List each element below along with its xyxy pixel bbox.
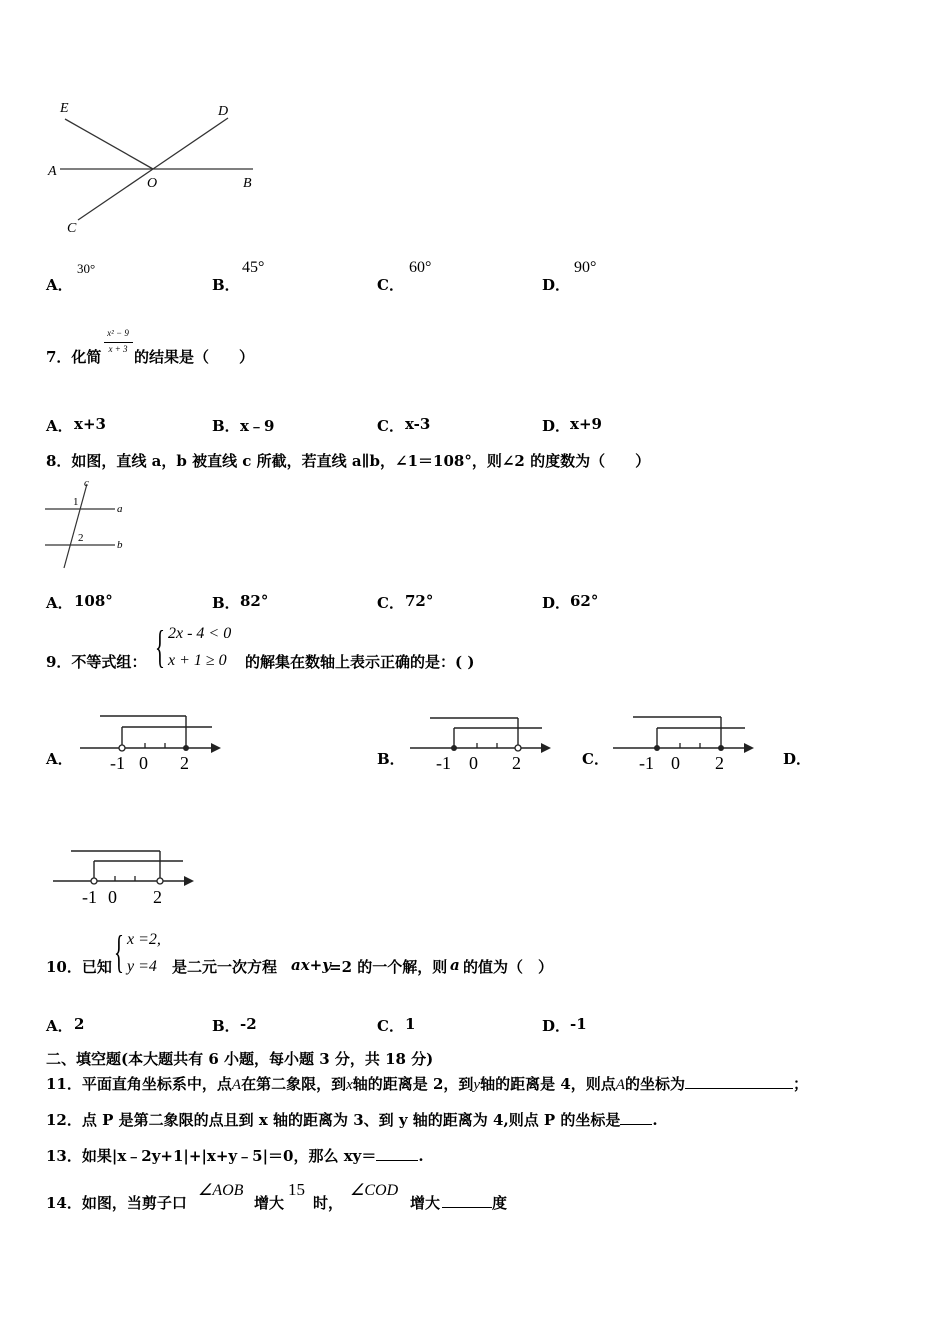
q10-equation-2: y =4 bbox=[127, 958, 157, 975]
q10-option-d-value: -1 bbox=[570, 1015, 587, 1033]
q7-option-d-value: x+9 bbox=[570, 415, 602, 433]
q14-angle-cod: ∠COD bbox=[350, 1182, 399, 1199]
ray-oe bbox=[65, 119, 153, 169]
q9-option-a-key[interactable]: A． bbox=[46, 750, 73, 768]
label-b: B bbox=[243, 176, 252, 191]
q8-option-d-key[interactable]: D． bbox=[542, 594, 571, 612]
tick-label: 2 bbox=[180, 753, 189, 773]
q10-option-c-key[interactable]: C． bbox=[377, 1017, 404, 1035]
q12-text: 12．点 P 是第二象限的点且到 x 轴的距离为 3、到 y 轴的距离为 4,则点 P 的坐标是 bbox=[46, 1111, 621, 1129]
tick-label: 2 bbox=[153, 887, 162, 907]
q9-option-b-key[interactable]: B． bbox=[377, 750, 405, 768]
tick-label: -1 bbox=[82, 887, 97, 907]
q7-option-a-value: x+3 bbox=[74, 415, 106, 433]
q10-option-b-key[interactable]: B． bbox=[212, 1017, 240, 1035]
q9-inequality-1: 2x - 4 < 0 bbox=[168, 625, 232, 642]
q6-option-a-value: 30° bbox=[77, 261, 96, 276]
q11-answer-blank[interactable] bbox=[685, 1074, 793, 1089]
q10-option-a-key[interactable]: A． bbox=[46, 1017, 73, 1035]
arrow-icon bbox=[211, 743, 221, 753]
ray-od bbox=[153, 118, 228, 169]
q9-suffix: 的解集在数轴上表示正确的是：( ) bbox=[245, 653, 475, 671]
tick-label: 2 bbox=[512, 753, 521, 773]
q8-option-a-value: 108° bbox=[74, 592, 113, 610]
label-o: O bbox=[147, 176, 158, 191]
q12-end: . bbox=[652, 1111, 658, 1129]
q14-part-4: 增大 bbox=[410, 1194, 441, 1212]
q7-option-d-key[interactable]: D． bbox=[542, 417, 571, 435]
q8-option-d-value: 62° bbox=[570, 592, 599, 610]
open-point bbox=[119, 745, 125, 751]
q11-point-a-2: A bbox=[615, 1077, 625, 1093]
label-c: C bbox=[67, 221, 77, 236]
open-point bbox=[91, 878, 97, 884]
number-line-d[interactable] bbox=[48, 842, 198, 910]
label-c: c bbox=[84, 477, 89, 489]
label-angle-2: 2 bbox=[78, 532, 84, 544]
q13-text: 13．如果|x﹣2y+1|+|x+y﹣5|＝0，那么 xy＝ bbox=[46, 1147, 377, 1165]
q7-option-a-key[interactable]: A． bbox=[46, 417, 73, 435]
q9-inequality-2: x + 1 ≥ 0 bbox=[168, 652, 227, 669]
label-a: A bbox=[48, 164, 57, 179]
angle-figure bbox=[40, 95, 270, 240]
q10-suffix-3: 的值为（ ） bbox=[463, 958, 554, 976]
q13-end: . bbox=[418, 1147, 424, 1165]
q8-option-b-value: 82° bbox=[240, 592, 269, 610]
tick-label: 2 bbox=[715, 753, 724, 773]
q10-suffix-2: =2 的一个解，则 bbox=[329, 958, 448, 976]
q6-option-c-key[interactable]: C． bbox=[377, 276, 404, 294]
q10-suffix-1: 是二元一次方程 bbox=[172, 958, 278, 976]
q9-option-c-key[interactable]: C． bbox=[582, 750, 609, 768]
label-b: b bbox=[117, 539, 123, 551]
q6-option-b-value: 45° bbox=[242, 259, 265, 276]
arrow-icon bbox=[744, 743, 754, 753]
q14-part-1: 14．如图，当剪子口 bbox=[46, 1194, 187, 1212]
q11-part-3: 轴的距离是 2，到 bbox=[352, 1075, 474, 1093]
q14-end: 度 bbox=[492, 1194, 508, 1212]
q7-option-c-value: x-3 bbox=[405, 415, 431, 433]
q14-part-2: 增大 bbox=[254, 1194, 285, 1212]
q9-brace: { bbox=[155, 621, 165, 672]
tick-label: 0 bbox=[671, 753, 680, 773]
q7-option-c-key[interactable]: C． bbox=[377, 417, 404, 435]
tick-label: 0 bbox=[469, 753, 478, 773]
closed-point bbox=[451, 745, 457, 751]
q6-option-a-key[interactable]: A． bbox=[46, 276, 73, 294]
q9-prefix: 9．不等式组： bbox=[46, 653, 147, 671]
open-point bbox=[157, 878, 163, 884]
number-line-c[interactable] bbox=[608, 708, 758, 773]
label-angle-1: 1 bbox=[73, 496, 79, 508]
q6-option-d-key[interactable]: D． bbox=[542, 276, 571, 294]
q6-option-b-key[interactable]: B． bbox=[212, 276, 240, 294]
q11-part-4: 轴的距离是 4，则点 bbox=[480, 1075, 616, 1093]
arrow-icon bbox=[184, 876, 194, 886]
q10-equation: ax+y bbox=[291, 956, 331, 974]
tick-label: -1 bbox=[110, 753, 125, 773]
q9-option-d-key[interactable]: D． bbox=[783, 750, 812, 768]
number-line-a[interactable] bbox=[75, 710, 225, 775]
q10-option-a-value: 2 bbox=[74, 1015, 85, 1033]
q8-option-c-value: 72° bbox=[405, 592, 434, 610]
q14-number: 15 bbox=[288, 1180, 305, 1199]
label-e: E bbox=[60, 101, 69, 116]
q12-answer-blank[interactable] bbox=[620, 1110, 652, 1125]
question-13 bbox=[46, 1145, 424, 1166]
label-a: a bbox=[117, 503, 123, 515]
label-d: D bbox=[218, 104, 229, 119]
ray-oc bbox=[78, 169, 153, 220]
q7-denominator: x + 3 bbox=[108, 344, 128, 354]
q10-equation-1: x =2, bbox=[127, 931, 161, 948]
q6-option-d-value: 90° bbox=[574, 259, 597, 276]
section-heading: 二、填空题(本大题共有 6 小题，每小题 3 分，共 18 分) bbox=[46, 1050, 434, 1068]
q6-option-c-value: 60° bbox=[409, 259, 432, 276]
q11-part-5: 的坐标为 bbox=[624, 1075, 685, 1093]
q10-brace: { bbox=[114, 926, 124, 977]
tick-label: -1 bbox=[436, 753, 451, 773]
tick-label: 0 bbox=[108, 887, 117, 907]
question-12 bbox=[46, 1109, 658, 1130]
q14-angle-aob: ∠AOB bbox=[198, 1182, 244, 1199]
q10-option-c-value: 1 bbox=[405, 1015, 416, 1033]
closed-point bbox=[654, 745, 660, 751]
q7-option-b-key[interactable]: B． bbox=[212, 417, 240, 435]
tick-label: -1 bbox=[639, 753, 654, 773]
q11-part-1: 11．平面直角坐标系中，点 bbox=[46, 1075, 232, 1093]
q13-answer-blank[interactable] bbox=[376, 1146, 418, 1161]
q14-answer-blank[interactable] bbox=[442, 1193, 492, 1208]
q7-prefix: 7．化简 bbox=[46, 348, 102, 366]
q10-option-b-value: -2 bbox=[240, 1015, 257, 1033]
q10-prefix: 10．已知 bbox=[46, 958, 112, 976]
open-point bbox=[515, 745, 521, 751]
arrow-icon bbox=[541, 743, 551, 753]
q7-fraction-bar bbox=[104, 342, 133, 343]
q7-suffix: 的结果是（ ） bbox=[134, 348, 255, 366]
question-11 bbox=[46, 1073, 808, 1094]
q11-end: ； bbox=[792, 1075, 808, 1093]
q8-option-b-key[interactable]: B． bbox=[212, 594, 240, 612]
q8-option-c-key[interactable]: C． bbox=[377, 594, 404, 612]
q7-option-b-value: x﹣9 bbox=[240, 417, 275, 435]
q8-text: 8．如图，直线 a，b 被直线 c 所截，若直线 a∥b，∠1＝108°，则∠2 的度数为（ ） bbox=[46, 452, 651, 470]
q14-part-3: 时， bbox=[313, 1194, 344, 1212]
q7-numerator: x² − 9 bbox=[107, 328, 129, 338]
closed-point bbox=[718, 745, 724, 751]
q11-part-2: 在第二象限，到 bbox=[241, 1075, 347, 1093]
q11-x: x bbox=[346, 1077, 353, 1093]
q10-var: a bbox=[450, 956, 460, 974]
q11-point-a: A bbox=[231, 1077, 242, 1093]
parallel-lines-figure bbox=[40, 476, 140, 571]
tick-label: 0 bbox=[139, 753, 148, 773]
q11-y: y bbox=[473, 1077, 481, 1093]
number-line-b[interactable] bbox=[405, 710, 555, 775]
q8-option-a-key[interactable]: A． bbox=[46, 594, 73, 612]
closed-point bbox=[183, 745, 189, 751]
q10-option-d-key[interactable]: D． bbox=[542, 1017, 571, 1035]
